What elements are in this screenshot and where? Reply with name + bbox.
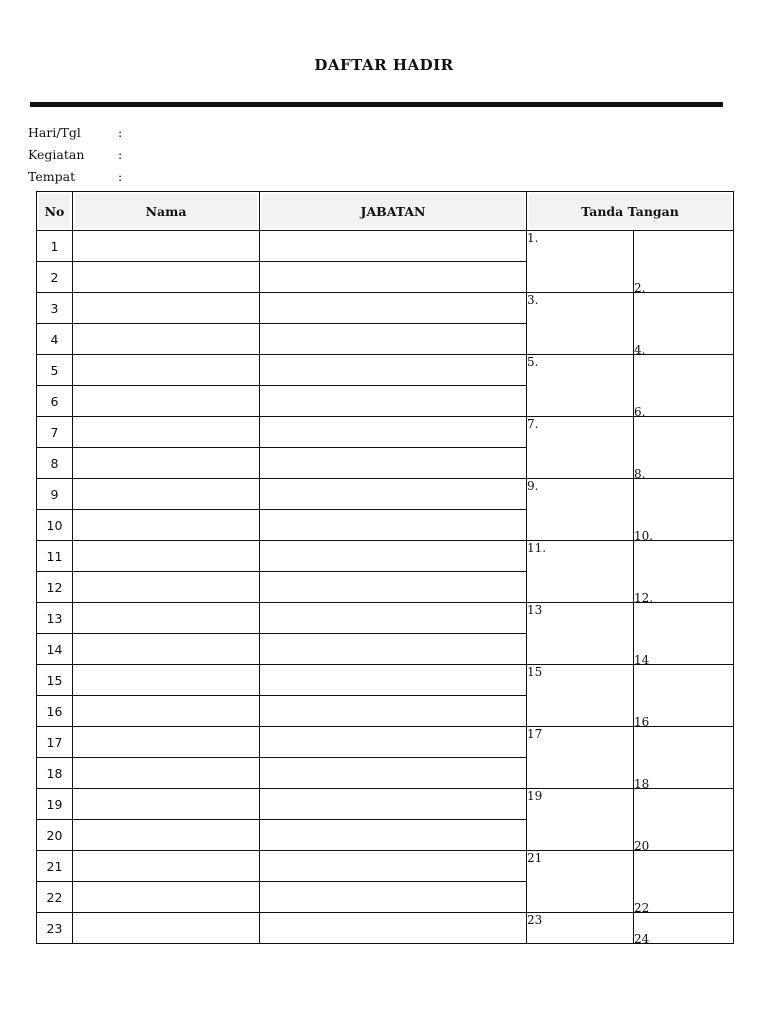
header-jabatan: JABATAN: [260, 192, 527, 231]
nama-cell[interactable]: [73, 417, 260, 448]
signature-cell-left[interactable]: [527, 479, 634, 541]
signature-number: 22: [634, 901, 650, 915]
row-number: 15: [37, 665, 73, 696]
signature-number: 13: [527, 603, 543, 617]
nama-cell[interactable]: [73, 789, 260, 820]
signature-cell-left[interactable]: [527, 603, 634, 665]
field-separator: :: [118, 169, 123, 184]
signature-number: 1.: [527, 231, 539, 245]
jabatan-cell[interactable]: [260, 417, 527, 448]
nama-cell[interactable]: [73, 572, 260, 603]
signature-cell-right[interactable]: [634, 355, 734, 417]
signature-cell-right[interactable]: [634, 479, 734, 541]
nama-cell[interactable]: [73, 727, 260, 758]
header-tanda-tangan: Tanda Tangan: [527, 192, 734, 231]
row-number: 2: [37, 262, 73, 293]
table-row: [37, 293, 734, 324]
signature-number: 6.: [634, 405, 646, 419]
signature-number: 17: [527, 727, 543, 741]
nama-cell[interactable]: [73, 820, 260, 851]
jabatan-cell[interactable]: [260, 448, 527, 479]
table-row: [37, 789, 734, 820]
signature-number: 23: [527, 913, 543, 927]
signature-number: 5.: [527, 355, 539, 369]
signature-number: 19: [527, 789, 543, 803]
header-nama: Nama: [73, 192, 260, 231]
signature-number: 14: [634, 653, 650, 667]
nama-cell[interactable]: [73, 231, 260, 262]
signature-number: 8.: [634, 467, 646, 481]
signature-number: 10.: [634, 529, 654, 543]
signature-number: 21: [527, 851, 543, 865]
jabatan-cell[interactable]: [260, 603, 527, 634]
nama-cell[interactable]: [73, 510, 260, 541]
row-number: 21: [37, 851, 73, 882]
nama-cell[interactable]: [73, 851, 260, 882]
signature-number: 12.: [634, 591, 654, 605]
signature-number: 18: [634, 777, 650, 791]
signature-cell-right[interactable]: [634, 789, 734, 851]
table-row: [37, 417, 734, 448]
signature-number: 16: [634, 715, 650, 729]
signature-cell-left[interactable]: [527, 355, 634, 417]
nama-cell[interactable]: [73, 758, 260, 789]
signature-cell-right[interactable]: [634, 541, 734, 603]
signature-cell-left[interactable]: [527, 851, 634, 913]
row-number: 20: [37, 820, 73, 851]
jabatan-cell[interactable]: [260, 882, 527, 913]
attendance-table: [36, 191, 734, 944]
row-number: 7: [37, 417, 73, 448]
nama-cell[interactable]: [73, 355, 260, 386]
title-divider: [30, 102, 723, 107]
row-number: 22: [37, 882, 73, 913]
jabatan-cell[interactable]: [260, 851, 527, 882]
table-header-row: [37, 192, 734, 231]
nama-cell[interactable]: [73, 293, 260, 324]
field-kegiatan: [28, 147, 122, 162]
jabatan-cell[interactable]: [260, 665, 527, 696]
signature-cell-left[interactable]: [527, 417, 634, 479]
field-label: Hari/Tgl: [28, 125, 81, 140]
nama-cell[interactable]: [73, 696, 260, 727]
signature-cell-left[interactable]: [527, 913, 634, 944]
header-no: No: [37, 192, 73, 231]
signature-number: 4.: [634, 343, 646, 357]
table-row: [37, 541, 734, 572]
signature-cell-right[interactable]: [634, 727, 734, 789]
row-number: 17: [37, 727, 73, 758]
nama-cell[interactable]: [73, 634, 260, 665]
field-hari-tgl: [28, 125, 122, 140]
field-label: Kegiatan: [28, 147, 85, 162]
signature-cell-right[interactable]: [634, 851, 734, 913]
jabatan-cell[interactable]: [260, 696, 527, 727]
row-number: 11: [37, 541, 73, 572]
nama-cell[interactable]: [73, 479, 260, 510]
signature-cell-right[interactable]: [634, 293, 734, 355]
signature-cell-right[interactable]: [634, 603, 734, 665]
signature-cell-left[interactable]: [527, 293, 634, 355]
jabatan-cell[interactable]: [260, 789, 527, 820]
signature-cell-right[interactable]: [634, 231, 734, 293]
signature-cell-right[interactable]: [634, 665, 734, 727]
jabatan-cell[interactable]: [260, 324, 527, 355]
jabatan-cell[interactable]: [260, 355, 527, 386]
nama-cell[interactable]: [73, 665, 260, 696]
table-row: [37, 913, 734, 944]
row-number: 3: [37, 293, 73, 324]
jabatan-cell[interactable]: [260, 510, 527, 541]
jabatan-cell[interactable]: [260, 541, 527, 572]
nama-cell[interactable]: [73, 882, 260, 913]
row-number: 18: [37, 758, 73, 789]
jabatan-cell[interactable]: [260, 820, 527, 851]
row-number: 9: [37, 479, 73, 510]
signature-number: 2.: [634, 281, 646, 295]
signature-cell-right[interactable]: [634, 913, 734, 944]
jabatan-cell[interactable]: [260, 386, 527, 417]
row-number: 1: [37, 231, 73, 262]
signature-number: 11.: [527, 541, 547, 555]
signature-number: 15: [527, 665, 543, 679]
attendance-rows: [37, 231, 734, 944]
signature-cell-left[interactable]: [527, 541, 634, 603]
table-row: [37, 479, 734, 510]
jabatan-cell[interactable]: [260, 913, 527, 944]
table-row: [37, 851, 734, 882]
row-number: 4: [37, 324, 73, 355]
jabatan-cell[interactable]: [260, 479, 527, 510]
nama-cell[interactable]: [73, 262, 260, 293]
nama-cell[interactable]: [73, 603, 260, 634]
signature-number: 9.: [527, 479, 539, 493]
field-separator: :: [118, 125, 123, 140]
jabatan-cell[interactable]: [260, 758, 527, 789]
jabatan-cell[interactable]: [260, 293, 527, 324]
row-number: 12: [37, 572, 73, 603]
field-label: Tempat: [28, 169, 76, 184]
table-row: [37, 603, 734, 634]
jabatan-cell[interactable]: [260, 634, 527, 665]
signature-number: 24: [634, 932, 650, 946]
nama-cell[interactable]: [73, 448, 260, 479]
signature-cell-left[interactable]: [527, 665, 634, 727]
row-number: 13: [37, 603, 73, 634]
row-number: 14: [37, 634, 73, 665]
signature-number: 3.: [527, 293, 539, 307]
signature-cell-left[interactable]: [527, 727, 634, 789]
table-row: [37, 727, 734, 758]
nama-cell[interactable]: [73, 913, 260, 944]
row-number: 19: [37, 789, 73, 820]
jabatan-cell[interactable]: [260, 262, 527, 293]
nama-cell[interactable]: [73, 324, 260, 355]
table-row: [37, 665, 734, 696]
row-number: 6: [37, 386, 73, 417]
table-row: [37, 355, 734, 386]
jabatan-cell[interactable]: [260, 727, 527, 758]
signature-cell-left[interactable]: [527, 789, 634, 851]
signature-cell-right[interactable]: [634, 417, 734, 479]
jabatan-cell[interactable]: [260, 572, 527, 603]
jabatan-cell[interactable]: [260, 231, 527, 262]
signature-number: 20: [634, 839, 650, 853]
row-number: 23: [37, 913, 73, 944]
row-number: 5: [37, 355, 73, 386]
row-number: 8: [37, 448, 73, 479]
signature-number: 7.: [527, 417, 539, 431]
document-title: DAFTAR HADIR: [314, 56, 454, 74]
nama-cell[interactable]: [73, 386, 260, 417]
signature-cell-left[interactable]: [527, 231, 634, 293]
row-number: 10: [37, 510, 73, 541]
field-separator: :: [118, 147, 123, 162]
table-row: [37, 231, 734, 262]
row-number: 16: [37, 696, 73, 727]
field-tempat: [28, 169, 122, 184]
nama-cell[interactable]: [73, 541, 260, 572]
